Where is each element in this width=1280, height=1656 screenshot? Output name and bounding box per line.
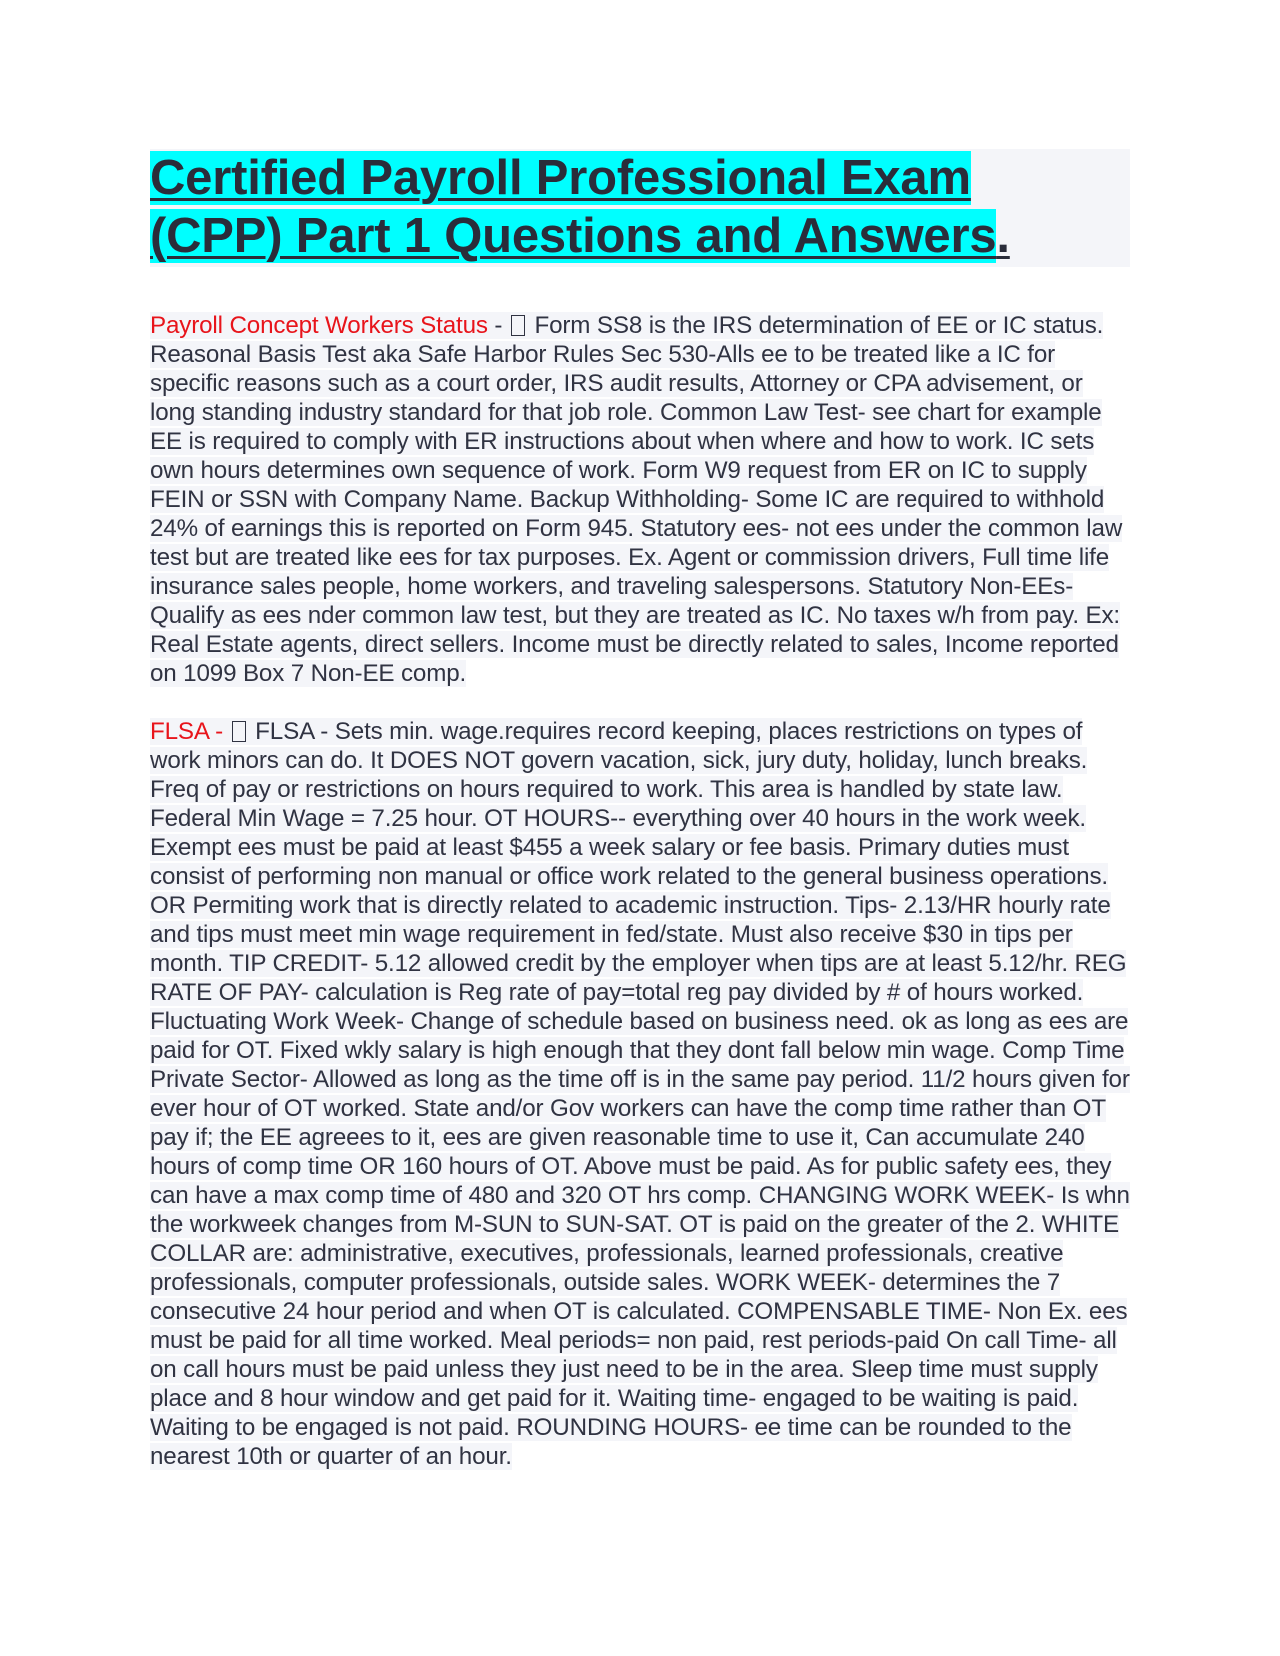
entry-term: Payroll Concept Workers Status [150,312,488,339]
entry-separator: - [208,718,230,745]
title-line-2: (CPP) Part 1 Questions and Answers [150,209,997,263]
title-block [150,149,1130,267]
entry-text [150,718,1130,1470]
entry-workers-status [150,311,1130,688]
entry-term: FLSA [150,718,209,745]
title-line-1: Certified Payroll Professional Exam [150,151,971,205]
entry-separator: - [487,312,509,339]
title-period: . [996,209,1010,263]
entry-flsa [150,717,1130,1471]
document-page [150,149,1130,1471]
document-title [150,149,1130,265]
entry-text [150,312,1122,687]
entry-body: FLSA - Sets min. wage.requires record keeping, places restrictions on types of work minors can do. It DOES NOT govern vacation, sick, jury duty, holiday, lunch breaks. Freq of pay or restrictions on hours required to work. This area is handled by state law. Federal Min Wage = 7.25 hour. OT HOURS-- everything over 40 hours in the work week. Exempt ees must be paid at least $455 a week salary or fee basis. Primary duties must consist of performing non manual or office work related to the general business operations. OR Permiting work that is directly related to academic instruction. Tips- 2.13/HR hourly rate and tips must meet min wage requirement in fed/state. Must also receive $30 in tips per month. TIP CREDIT- 5.12 allowed credit by the employer when tips are at least 5.12/hr. REG RATE OF PAY- calculation is Reg rate of pay=total reg pay divided by # of hours worked. Fluctuating Work Week- Change of schedule based on business need. ok as long as ees are paid for OT. Fixed wkly salary is high enough that they dont fall below min wage. Comp Time Private Sector- Allowed as long as the time off is in the same pay period. 11/2 hours given for ever hour of OT worked. State and/or Gov workers can have the comp time rather than OT pay if; the EE agreees to it, ees are given reasonable time to use it, Can accumulate 240 hours of comp time OR 160 hours of OT. Above must be paid. As for public safety ees, they can have a max comp time of 480 and 320 OT hrs comp. CHANGING WORK WEEK- Is whn the workweek changes from M-SUN to SUN-SAT. OT is paid on the greater of the 2. WHITE COLLAR are: administrative, executives, professionals, learned professionals, creative professionals, computer professionals, outside sales. WORK WEEK- determines the 7 consecutive 24 hour period and when OT is calculated. COMPENSABLE TIME- Non Ex. ees must be paid for all time worked. Meal periods= non paid, rest periods-paid On call Time- all on call hours must be paid unless they just need to be in the area. Sleep time must supply place and 8 hour window and get paid for it. Waiting time- engaged to be waiting is paid. Waiting to be engaged is not paid. ROUNDING HOURS- ee time can be rounded to the nearest 10th or quarter of an hour. [150,718,1130,1470]
answer-box-icon [232,721,246,742]
answer-box-icon [511,315,525,336]
entry-body: Form SS8 is the IRS determination of EE or IC status. Reasonal Basis Test aka Safe Harbor Rules Sec 530-Alls ee to be treated like a IC for specific reasons such as a court order, IRS audit results, Attorney or CPA advisement, or long standing industry standard for that job role. Common Law Test- see chart for example EE is required to comply with ER instructions about when where and how to work. IC sets own hours determines own sequence of work. Form W9 request from ER on IC to supply FEIN or SSN with Company Name. Backup Withholding- Some IC are required to withhold 24% of earnings this is reported on Form 945. Statutory ees- not ees under the common law test but are treated like ees for tax purposes. Ex. Agent or commission drivers, Full time life insurance sales people, home workers, and traveling salespersons. Statutory Non-EEs- Qualify as ees nder common law test, but they are treated as IC. No taxes w/h from pay. Ex: Real Estate agents, direct sellers. Income must be directly related to sales, Income reported on 1099 Box 7 Non-EE comp. [150,312,1123,687]
title-highlight [150,151,996,263]
